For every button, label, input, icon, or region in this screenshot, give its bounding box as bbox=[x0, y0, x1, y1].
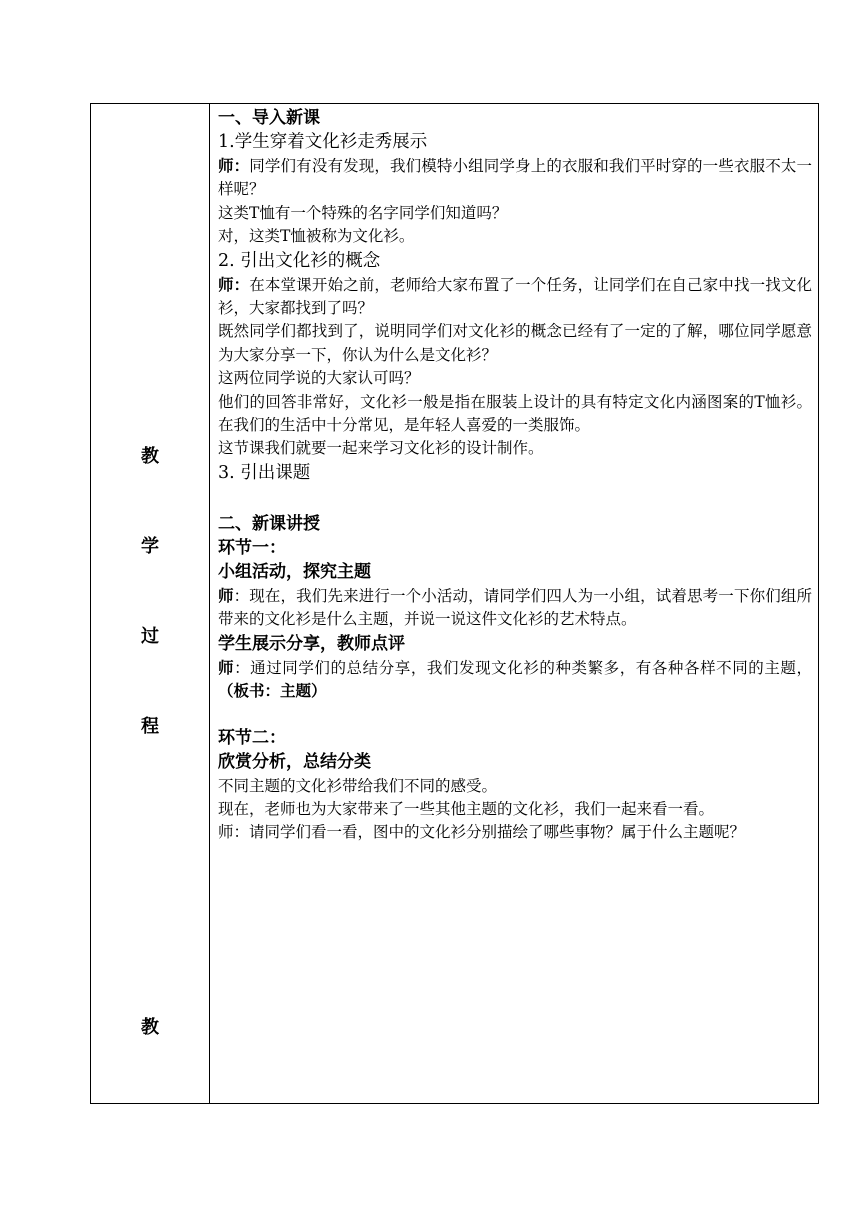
side-label-char: 教 bbox=[141, 1017, 159, 1038]
paragraph-text: ：现在，我们先来进行一个小活动，请同学们四人为一小组，试着思考一下你们组所带来的文化衫是什么主题，并说一说这件文化衫的艺术特点。 bbox=[218, 586, 812, 629]
paragraph-text: ：通过同学们的总结分享，我们发现文化衫的种类繁多，有各种各样不同的主题， bbox=[234, 658, 812, 677]
paragraph: 既然同学们都找到了，说明同学们对文化衫的概念已经有了一定的了解，哪位同学愿意为大家分享一下，你认为什么是文化衫？ bbox=[218, 322, 812, 364]
paragraph: 对，这类T恤被称为文化衫。 bbox=[218, 227, 415, 246]
side-label-char: 过 bbox=[141, 626, 159, 647]
speaker-label: 师 bbox=[218, 586, 234, 605]
paragraph: 师：请同学们看一看，图中的文化衫分别描绘了哪些事物？属于什么主题呢？ bbox=[218, 823, 746, 842]
paragraph-text: 在本堂课开始之前，老师给大家布置了一个任务，让同学们在自己家中找一找文化衫，大家都找到了吗？ bbox=[218, 275, 812, 318]
side-label-char: 教 bbox=[141, 446, 159, 467]
link-title: 小组活动，探究主题 bbox=[218, 561, 371, 582]
section-heading: 二、新课讲授 bbox=[218, 513, 320, 534]
speaker-label: 师 bbox=[218, 658, 235, 677]
side-label-column bbox=[91, 104, 209, 1103]
paragraph bbox=[218, 585, 812, 632]
subsection-title: 学生展示分享，教师点评 bbox=[218, 633, 405, 654]
side-label-char: 程 bbox=[141, 716, 159, 737]
paragraph bbox=[218, 155, 812, 202]
paragraph: 这两位同学说的大家认可吗？ bbox=[218, 369, 420, 388]
paragraph bbox=[218, 657, 812, 704]
paragraph: 他们的回答非常好，文化衫一般是指在服装上设计的具有特定文化内涵图案的T恤衫。在我们的生活中十分常见，是年轻人喜爱的一类服饰。 bbox=[218, 392, 812, 435]
paragraph: 这类T恤有一个特殊的名字同学们知道吗？ bbox=[218, 203, 508, 222]
step-heading: 2. 引出文化衫的概念 bbox=[218, 250, 381, 271]
board-note: （板书：主题） bbox=[218, 682, 327, 701]
link-label: 环节一： bbox=[218, 537, 286, 558]
content-cell bbox=[218, 106, 812, 845]
paragraph: 这节课我们就要一起来学习文化衫的设计制作。 bbox=[218, 439, 544, 458]
step-heading: 3. 引出课题 bbox=[218, 462, 311, 483]
speaker-label: 师： bbox=[218, 275, 250, 294]
side-label-char: 学 bbox=[141, 536, 159, 557]
paragraph: 不同主题的文化衫带给我们不同的感受。 bbox=[218, 776, 498, 795]
lesson-table bbox=[90, 103, 819, 1104]
section-heading: 一、导入新课 bbox=[218, 108, 320, 128]
link-title: 欣赏分析，总结分类 bbox=[218, 751, 371, 772]
paragraph: 现在，老师也为大家带来了一些其他主题的文化衫，我们一起来看一看。 bbox=[218, 799, 715, 818]
speaker-label: 师： bbox=[218, 157, 250, 175]
paragraph bbox=[218, 274, 812, 321]
step-heading: 1.学生穿着文化衫走秀展示 bbox=[218, 132, 428, 152]
column-divider bbox=[209, 104, 210, 1103]
link-label: 环节二： bbox=[218, 727, 286, 748]
paragraph-text: 同学们有没有发现，我们模特小组同学身上的衣服和我们平时穿的一些衣服不太一样呢？ bbox=[218, 157, 812, 199]
